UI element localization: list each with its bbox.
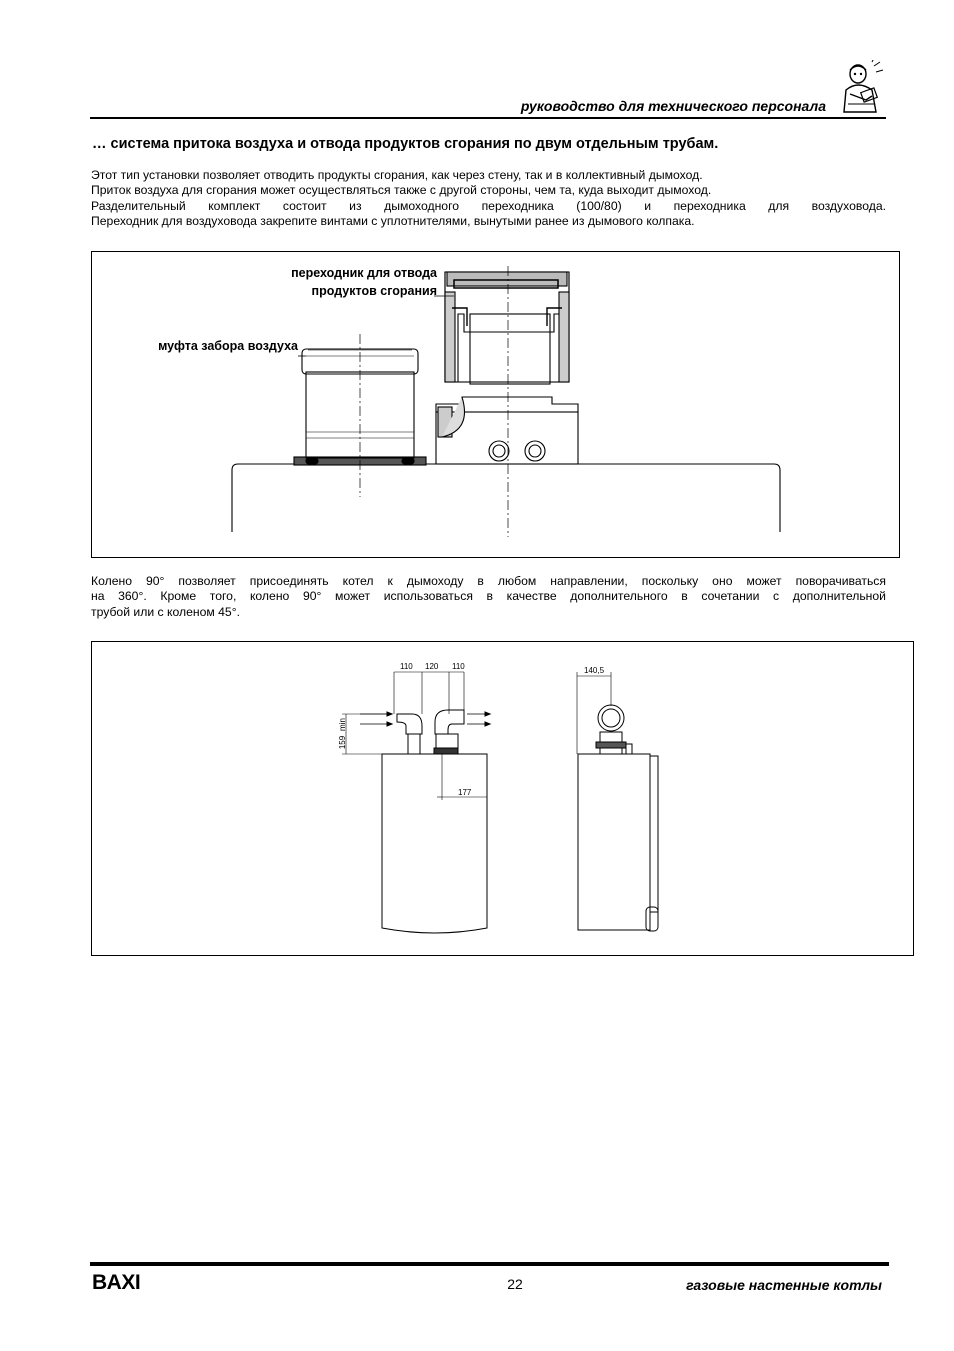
label-exhaust-line-2: продуктов сгорания — [311, 284, 437, 298]
technician-icon — [836, 60, 886, 116]
footer-title: газовые настенные котлы — [686, 1277, 882, 1293]
dim-120: 120 — [425, 662, 439, 671]
page-number: 22 — [507, 1276, 523, 1292]
dim-140-5: 140,5 — [584, 666, 605, 675]
label-exhaust-adapter — [242, 264, 437, 300]
dim-110-right: 110 — [452, 662, 465, 671]
elbow-line-3: трубой или с коленом 45°. — [91, 604, 240, 619]
intro-line-4: Переходник для воздуховода закрепите винтами с уплотнителями, вынутыми ранее из дымового колпака. — [91, 214, 695, 229]
dim-159: 159 — [338, 735, 348, 750]
intro-line-1: Этот тип установки позволяет отводить продукты сгорания, как через стену, так и в коллективный дымоход. — [91, 168, 703, 182]
header-rule — [90, 117, 886, 119]
intro-line-2: Приток воздуха для сгорания может осуществляться также с другой стороны, чем та, куда выходит дымоход. — [91, 183, 712, 198]
header-title: руководство для технического персонала — [520, 98, 826, 114]
elbow-line-2: на 360°. Кроме того, колено 90° может использоваться в качестве дополнительного в сочетании с дополнительной — [91, 589, 886, 604]
section-title: … система притока воздуха и отвода продуктов сгорания по двум отдельным трубам. — [92, 136, 719, 152]
label-air-coupling: муфта забора воздуха — [158, 339, 298, 353]
label-exhaust-line-1: переходник для отвода — [291, 266, 437, 280]
intro-line-3: Разделительный комплект состоит из дымоходного переходника (100/80) и переходника для воздуховода. — [91, 198, 886, 213]
intro-paragraph — [91, 168, 886, 230]
figure-adapter-assembly — [91, 251, 900, 558]
dim-177: 177 — [458, 788, 472, 797]
elbow-line-1: Колено 90° позволяет присоединять котел к дымоходу в любом направлении, поскольку оно может поворачиваться — [91, 574, 886, 588]
dim-110-left: 110 — [400, 662, 413, 671]
dim-min: min — [337, 718, 347, 731]
footer-rule — [90, 1262, 889, 1266]
adapter-drawing — [92, 252, 899, 557]
dimensions-drawing — [92, 642, 913, 955]
figure-boiler-dimensions — [91, 641, 914, 956]
elbow-paragraph — [91, 574, 886, 620]
baxi-logo: BAXI — [92, 1271, 141, 1294]
